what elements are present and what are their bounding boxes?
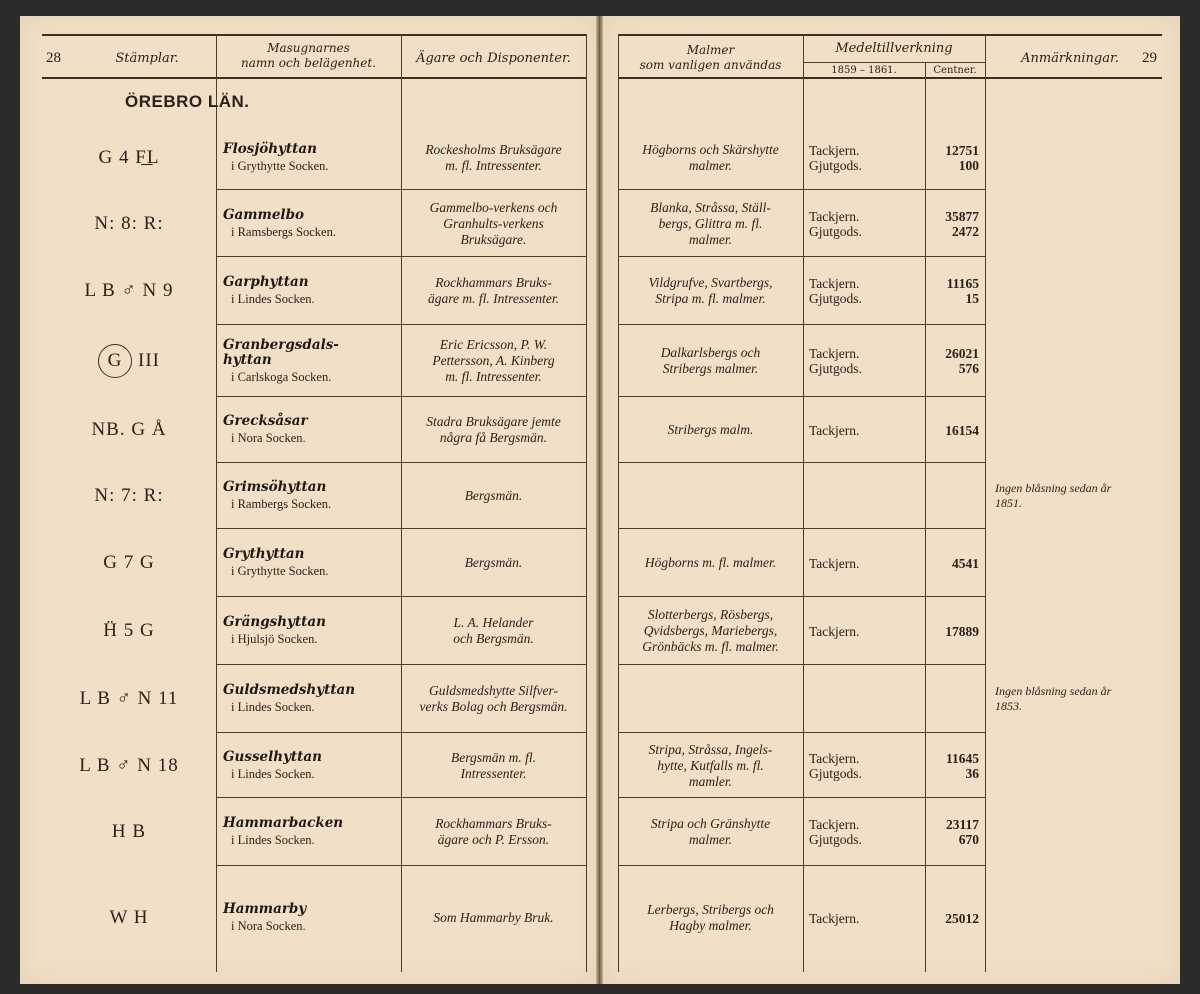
owner-line: Bergsmän. — [464, 488, 523, 503]
header-remarks: Anmärkningar. — [1021, 51, 1119, 66]
furnace-parish: i Lindes Socken. — [231, 833, 315, 847]
furnace-name-cell — [216, 325, 408, 397]
amount-value: 670 — [958, 832, 979, 847]
product-type-cell — [803, 397, 931, 463]
furnace-name: Gammelbo — [223, 206, 305, 223]
amount-cell — [925, 397, 985, 463]
owner-line: m. fl. Intressenter. — [445, 157, 542, 173]
owner-cell — [401, 190, 586, 257]
stamp-text: N: 7: R: — [94, 485, 164, 506]
remark-line: 1851. — [995, 496, 1022, 510]
stamp-mark — [42, 733, 216, 798]
ore-text — [645, 555, 776, 571]
left-top-rule — [42, 34, 586, 36]
owner-text — [432, 337, 554, 385]
amount-value: 17889 — [945, 623, 979, 639]
remark-cell — [985, 397, 1160, 463]
furnace-name: hyttan — [223, 351, 272, 368]
ore-line: Stripa, Stråssa, Ingels- — [648, 741, 773, 757]
remark-cell — [985, 597, 1160, 665]
stamp-text: G 4 F͟L — [98, 146, 160, 168]
ore-cell — [618, 665, 803, 733]
amount-cell — [925, 665, 985, 733]
furnace-name-cell — [216, 463, 408, 529]
furnace-name-cell — [216, 665, 408, 733]
owner-line: Eric Ericsson, P. W. — [439, 337, 548, 352]
product-type: Tackjern. — [809, 346, 860, 361]
header-furnace-line2: namn och belägenhet. — [240, 56, 377, 70]
owner-line: m. fl. Intressenter. — [445, 369, 542, 384]
stamp-text: L B ♂ N 18 — [79, 754, 179, 776]
amount-cell — [925, 798, 985, 866]
stamp-text: NB. G Å — [91, 419, 167, 440]
owner-line: Rockesholms Bruksägare — [425, 141, 562, 157]
owner-line: ägare och P. Ersson. — [437, 832, 550, 847]
ore-line: Slotterbergs, Rösbergs, — [647, 607, 774, 622]
owner-line: Pettersson, A. Kinberg — [432, 353, 555, 368]
ore-cell — [618, 325, 803, 397]
product-type-cell — [803, 866, 931, 970]
remark-text — [995, 481, 1111, 511]
product-type-cell — [803, 733, 931, 798]
owner-line: Stadra Bruksägare jemte — [426, 414, 561, 429]
owner-line: Bruksägare. — [460, 231, 527, 247]
furnace-parish: i Ramsbergs Socken. — [231, 224, 336, 239]
stamp-mark — [42, 529, 216, 597]
ore-text — [649, 742, 773, 790]
ore-text — [642, 142, 778, 174]
amount-cell — [925, 529, 985, 597]
right-page-number: 29 — [1142, 50, 1157, 66]
stamp-mark — [42, 257, 216, 325]
product-type-cell — [803, 597, 931, 665]
ore-text — [647, 902, 774, 934]
owner-cell — [401, 397, 586, 463]
owner-cell — [401, 665, 586, 733]
ore-text — [651, 816, 770, 848]
header-stamps: Stämplar. — [115, 51, 179, 66]
ore-line: Qvidsbergs, Mariebergs, — [643, 623, 778, 638]
stamp-mark — [42, 325, 216, 397]
amount-cell — [925, 325, 985, 397]
furnace-name: Guldsmedshyttan — [223, 682, 356, 698]
stamp-text: G 7 G — [103, 552, 155, 573]
right-header-rule — [618, 77, 1162, 79]
owner-text — [453, 615, 534, 647]
furnace-name-cell — [216, 529, 408, 597]
furnace-parish: i Hjulsjö Socken. — [231, 632, 318, 646]
product-type-cell — [803, 125, 931, 190]
furnace-parish: i Grythytte Socken. — [231, 564, 329, 578]
product-type: Tackjern. — [809, 422, 860, 438]
owner-line: Rockhammars Bruks- — [435, 275, 552, 290]
owner-line: Rockhammars Bruks- — [435, 816, 552, 831]
furnace-parish: i Nora Socken. — [231, 431, 306, 445]
ore-cell — [618, 397, 803, 463]
ore-text — [661, 345, 761, 377]
furnace-name: Grängshyttan — [223, 614, 326, 630]
ore-cell — [618, 798, 803, 866]
amount-value: 15 — [965, 291, 979, 306]
owner-cell — [401, 798, 586, 866]
remark-cell — [985, 798, 1160, 866]
header-furnace-line1: Masugnarnes — [267, 41, 350, 55]
remark-cell — [985, 733, 1160, 798]
amount-cell — [925, 190, 985, 257]
ore-cell — [618, 125, 803, 190]
owner-cell — [401, 257, 586, 325]
product-type: Tackjern. — [809, 276, 860, 291]
owner-line: och Bergsmän. — [453, 631, 534, 646]
furnace-name: Garphyttan — [223, 274, 309, 290]
amount-value: 11165 — [946, 276, 979, 291]
amount-value: 100 — [958, 157, 979, 173]
ore-cell — [618, 463, 803, 529]
furnace-name-cell — [216, 597, 408, 665]
stamp-text: H B — [111, 821, 147, 842]
furnace-name-cell — [216, 125, 408, 190]
owner-line: några få Bergsmän. — [439, 430, 548, 445]
owner-text — [435, 816, 552, 848]
stamp-mark — [42, 665, 216, 733]
stamp-text: W H — [109, 907, 149, 928]
stamp-text: L B ♂ N 11 — [79, 688, 179, 709]
furnace-parish: i Rambergs Socken. — [231, 497, 332, 511]
stamp-mark — [42, 798, 216, 866]
product-type: Tackjern. — [809, 817, 860, 832]
furnace-name: Granbergsdals- — [223, 336, 339, 353]
owner-cell — [401, 463, 586, 529]
owner-text — [465, 555, 523, 571]
furnace-parish: i Lindes Socken. — [231, 292, 315, 306]
remark-cell — [985, 190, 1160, 257]
col-line-left-edge — [586, 34, 587, 972]
owner-text — [425, 142, 561, 174]
remark-cell — [985, 665, 1160, 733]
ore-text — [648, 275, 772, 307]
ore-line: bergs, Glittra m. fl. — [658, 215, 763, 231]
stamp-circle: G — [98, 344, 132, 378]
product-type: Gjutgods. — [809, 361, 862, 376]
header-unit: Centner. — [933, 65, 977, 76]
ore-line: malmer. — [688, 157, 733, 173]
header-ores-line2: som vanligen användas — [639, 58, 782, 72]
owner-text — [451, 750, 536, 782]
owner-cell — [401, 529, 586, 597]
amount-value: 4541 — [952, 555, 979, 571]
ore-line: Högborns m. fl. malmer. — [644, 555, 777, 570]
owner-line: Som Hammarby Bruk. — [433, 910, 554, 925]
amount-value: 26021 — [945, 346, 979, 361]
product-type: Tackjern. — [809, 208, 860, 224]
ore-cell — [618, 190, 803, 257]
amount-cell — [925, 463, 985, 529]
ore-line: Stribergs malmer. — [662, 361, 759, 376]
stamp-mark — [42, 125, 216, 190]
product-type: Tackjern. — [809, 623, 860, 639]
furnace-parish: i Lindes Socken. — [231, 700, 315, 714]
remark-line: Ingen blåsning sedan år — [995, 684, 1112, 698]
ore-line: Blanka, Stråssa, Ställ- — [650, 199, 771, 215]
furnace-parish: i Carlskoga Socken. — [231, 369, 332, 384]
header-years: 1859 – 1861. — [831, 65, 897, 76]
owner-cell — [401, 597, 586, 665]
product-type: Gjutgods. — [809, 291, 862, 306]
ore-cell — [618, 866, 803, 970]
product-type: Gjutgods. — [809, 765, 862, 781]
owner-text — [433, 910, 553, 926]
ore-text — [642, 607, 779, 655]
remark-cell — [985, 529, 1160, 597]
ore-cell — [618, 733, 803, 798]
remark-cell — [985, 866, 1160, 970]
owner-line: Granhults-verkens — [443, 215, 544, 231]
left-header-rule — [42, 77, 586, 79]
remark-line: Ingen blåsning sedan år — [995, 481, 1112, 495]
production-subheader-rule — [803, 62, 985, 63]
remark-cell — [985, 125, 1160, 190]
amount-value: 11645 — [945, 750, 979, 766]
owner-line: verks Bolag och Bergsmän. — [419, 699, 568, 714]
owner-text — [465, 488, 523, 504]
ore-line: Lerbergs, Stribergs och — [647, 902, 774, 917]
product-type-cell — [803, 529, 931, 597]
stamp-text: III — [138, 350, 160, 371]
product-type-cell — [803, 665, 931, 733]
owner-text — [420, 683, 568, 715]
furnace-parish: i Lindes Socken. — [231, 766, 315, 781]
product-type-cell — [803, 257, 931, 325]
furnace-name-cell — [216, 798, 408, 866]
owner-line: Gammelbo-verkens och — [429, 199, 558, 215]
product-type: Tackjern. — [809, 910, 860, 926]
amount-cell — [925, 597, 985, 665]
stamp-mark — [42, 597, 216, 665]
right-top-rule — [618, 34, 1162, 36]
product-type: Tackjern. — [809, 555, 860, 571]
furnace-parish: i Nora Socken. — [231, 919, 306, 933]
furnace-name: Hammarbacken — [223, 815, 344, 831]
owner-line: Intressenter. — [460, 765, 527, 781]
ore-text — [650, 200, 771, 248]
remark-cell — [985, 257, 1160, 325]
owner-text — [426, 414, 560, 446]
ore-line: Grönbäcks m. fl. malmer. — [642, 639, 779, 654]
amount-value: 16154 — [945, 422, 979, 438]
amount-value: 36 — [965, 765, 979, 781]
stamp-mark — [42, 190, 216, 257]
ore-line: malmer. — [688, 231, 733, 247]
furnace-name: Flosjöhyttan — [223, 140, 317, 157]
furnace-name: Gusselhyttan — [223, 748, 322, 765]
ore-line: mamler. — [688, 773, 733, 789]
furnace-name: Grecksåsar — [223, 413, 308, 429]
amount-value: 23117 — [945, 817, 979, 832]
product-type: Gjutgods. — [809, 223, 862, 239]
product-type-cell — [803, 190, 931, 257]
furnace-name: Hammarby — [223, 901, 307, 917]
amount-value: 576 — [958, 361, 979, 376]
owner-cell — [401, 866, 586, 970]
remark-line: 1853. — [995, 699, 1022, 713]
owner-cell — [401, 125, 586, 190]
ore-cell — [618, 529, 803, 597]
furnace-parish: i Grythytte Socken. — [231, 158, 329, 173]
owner-line: ägare m. fl. Intressenter. — [428, 291, 559, 306]
stamp-text: L B ♂ N 9 — [84, 280, 174, 301]
owner-line: L. A. Helander — [453, 615, 534, 630]
furnace-name: Grythyttan — [223, 546, 305, 562]
furnace-name-cell — [216, 733, 408, 798]
furnace-name-cell — [216, 397, 408, 463]
furnace-name: Grimsöhyttan — [223, 479, 327, 495]
ore-text — [668, 422, 754, 438]
amount-value: 2472 — [952, 223, 979, 239]
ore-line: Vildgrufve, Svartbergs, — [648, 275, 773, 290]
ore-line: malmer. — [688, 832, 733, 847]
ore-line: Dalkarlsbergs och — [660, 345, 761, 360]
stamp-mark — [42, 866, 216, 970]
product-type-cell — [803, 325, 931, 397]
region-heading: ÖREBRO LÄN. — [125, 92, 250, 111]
amount-cell — [925, 733, 985, 798]
owner-text — [428, 275, 559, 307]
remark-cell — [985, 325, 1160, 397]
amount-value: 12751 — [945, 142, 979, 158]
ore-line: Hagby malmer. — [669, 918, 752, 933]
product-type: Gjutgods. — [809, 157, 862, 173]
ore-line: hytte, Kutfalls m. fl. — [657, 757, 764, 773]
stamp-mark — [42, 463, 216, 529]
remark-cell — [985, 463, 1160, 529]
furnace-name-cell — [216, 257, 408, 325]
ore-line: Högborns och Skärshytte — [642, 141, 779, 157]
stamp-text: N: 8: R: — [94, 212, 164, 234]
product-type-cell — [803, 463, 931, 529]
amount-value: 25012 — [945, 910, 979, 926]
header-ores-line1: Malmer — [686, 43, 735, 57]
book-gutter — [596, 16, 603, 984]
product-type: Gjutgods. — [809, 832, 862, 847]
furnace-name-cell — [216, 866, 408, 970]
owner-line: Guldsmedshytte Silfver- — [428, 683, 559, 698]
ore-line: Stripa m. fl. malmer. — [655, 291, 766, 306]
remark-text — [995, 684, 1111, 714]
amount-cell — [925, 866, 985, 970]
stamp-text: Ḧ 5 G — [103, 620, 155, 641]
amount-cell — [925, 257, 985, 325]
owner-line: Bergsmän m. fl. — [451, 749, 536, 765]
ore-cell — [618, 597, 803, 665]
amount-value: 35877 — [945, 208, 979, 224]
product-type-cell — [803, 798, 931, 866]
product-type: Tackjern. — [809, 142, 860, 158]
stamp-mark — [42, 397, 216, 463]
owner-line: Bergsmän. — [464, 555, 523, 570]
ore-line: Stribergs malm. — [667, 422, 754, 437]
header-owners: Ägare och Disponenter. — [416, 51, 571, 66]
left-page-number: 28 — [46, 50, 61, 66]
header-production: Medeltillverkning — [835, 41, 953, 56]
product-type: Tackjern. — [809, 750, 860, 766]
owner-cell — [401, 325, 586, 397]
furnace-name-cell — [216, 190, 408, 257]
owner-text — [430, 200, 558, 248]
ore-cell — [618, 257, 803, 325]
owner-cell — [401, 733, 586, 798]
amount-cell — [925, 125, 985, 190]
ore-line: Stripa och Gränshytte — [650, 816, 771, 831]
